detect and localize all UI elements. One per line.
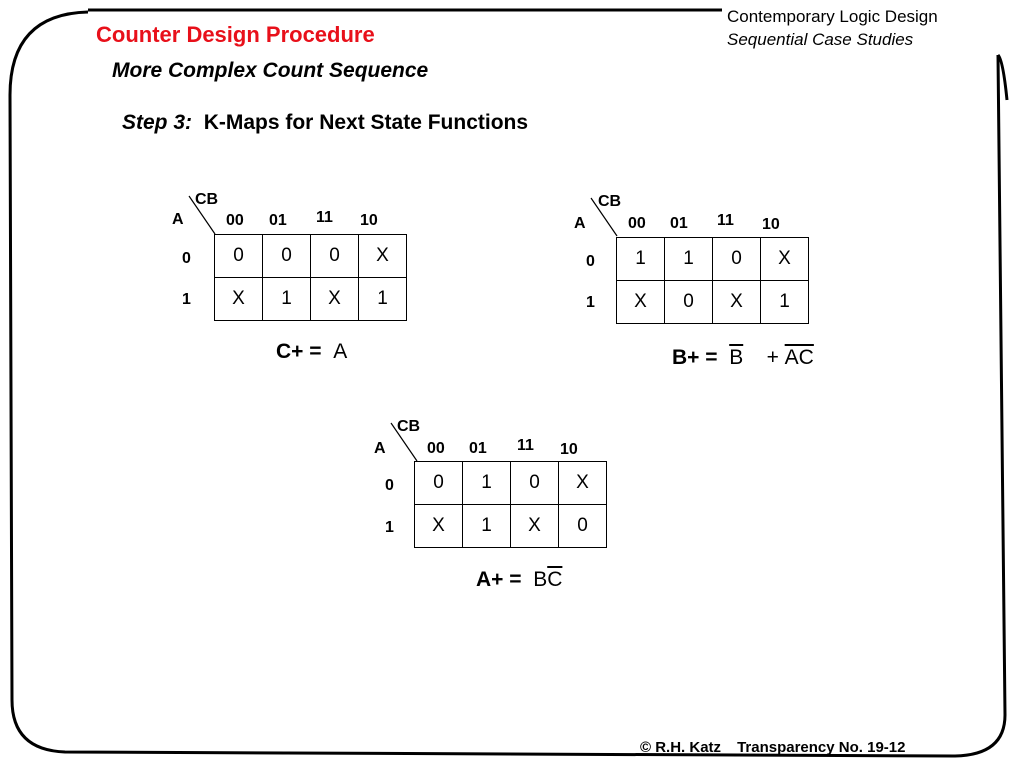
row-label: 0 — [182, 250, 191, 267]
kmap-cell: 1 — [761, 281, 809, 324]
kmap-cell: 0 — [665, 281, 713, 324]
row-label: 0 — [586, 253, 595, 270]
step-label: Step 3: — [122, 111, 193, 134]
col-var-label: CB — [397, 418, 421, 435]
equation-lhs: C+ = — [276, 340, 322, 363]
book-title: Contemporary Logic Design — [727, 7, 938, 26]
col-label: 10 — [560, 441, 578, 458]
equation-operator: + — [766, 346, 779, 369]
transparency-number: Transparency No. 19-12 — [737, 739, 906, 756]
equation-term: A — [333, 340, 348, 363]
slide-subtitle: More Complex Count Sequence — [112, 59, 429, 82]
kmap-grid — [214, 234, 407, 321]
kmap-grid — [616, 237, 809, 324]
equation-term: B — [533, 568, 548, 591]
col-label: 01 — [469, 440, 487, 457]
kmap-row — [415, 462, 607, 505]
kmap-cell: X — [713, 281, 761, 324]
kmap-cell: X — [215, 278, 263, 321]
step-heading — [122, 111, 528, 135]
kmap-cell: 0 — [559, 505, 607, 548]
kmap-cell: X — [559, 462, 607, 505]
kmap-grid — [414, 461, 607, 548]
kmap-row — [617, 238, 809, 281]
copyright-text: © R.H. Katz — [640, 739, 722, 756]
row-label: 1 — [385, 519, 394, 536]
row-var-label: A — [374, 440, 386, 457]
step-text: K-Maps for Next State Functions — [203, 111, 529, 134]
kmap-cell: X — [761, 238, 809, 281]
kmap-row — [215, 235, 407, 278]
kmap-cell: 1 — [665, 238, 713, 281]
kmap-row — [415, 505, 607, 548]
col-label: 00 — [226, 212, 244, 229]
kmap-cell: 1 — [463, 462, 511, 505]
equation-b — [672, 346, 814, 370]
kmap-cell: X — [311, 278, 359, 321]
col-label: 00 — [427, 440, 445, 457]
kmap-a — [372, 415, 612, 545]
kmap-cell: X — [617, 281, 665, 324]
kmap-cell: 1 — [359, 278, 407, 321]
slide-title: Counter Design Procedure — [96, 22, 375, 47]
kmap-cell: 1 — [463, 505, 511, 548]
book-subtitle: Sequential Case Studies — [727, 30, 914, 49]
kmap-cell: X — [511, 505, 559, 548]
col-label: 10 — [762, 216, 780, 233]
equation-term: $\overline{C}$ — [547, 568, 563, 591]
kmap-cell: 0 — [263, 235, 311, 278]
row-label: 1 — [182, 291, 191, 308]
equation-a — [476, 568, 562, 592]
kmap-row — [215, 278, 407, 321]
kmap-b — [572, 190, 812, 320]
kmap-cell: X — [415, 505, 463, 548]
kmap-cell: 1 — [263, 278, 311, 321]
row-var-label: A — [574, 215, 586, 232]
col-label: 10 — [360, 212, 378, 229]
col-label: 00 — [628, 215, 646, 232]
kmap-c — [170, 188, 410, 318]
kmap-row — [617, 281, 809, 324]
col-label: 01 — [670, 215, 688, 232]
kmap-cell: 0 — [713, 238, 761, 281]
col-var-label: CB — [598, 193, 622, 210]
kmap-cell: 0 — [215, 235, 263, 278]
row-label: 1 — [586, 294, 595, 311]
row-var-label: A — [172, 211, 184, 228]
equation-lhs: B+ = — [672, 346, 718, 369]
kmap-cell: 0 — [511, 462, 559, 505]
row-label: 0 — [385, 477, 394, 494]
equation-lhs: A+ = — [476, 568, 522, 591]
kmap-cell: 0 — [415, 462, 463, 505]
col-label: 11 — [717, 212, 734, 229]
kmap-cell: 0 — [311, 235, 359, 278]
col-label: 01 — [269, 212, 287, 229]
kmap-cell: X — [359, 235, 407, 278]
equation-term: $\overline{AC}$ — [784, 346, 814, 369]
col-label: 11 — [316, 209, 333, 226]
col-var-label: CB — [195, 191, 219, 208]
col-label: 11 — [517, 437, 534, 454]
kmap-cell: 1 — [617, 238, 665, 281]
slide-footer — [640, 739, 905, 756]
equation-c — [276, 340, 347, 364]
equation-term: $\overline{B}$ — [729, 346, 744, 369]
